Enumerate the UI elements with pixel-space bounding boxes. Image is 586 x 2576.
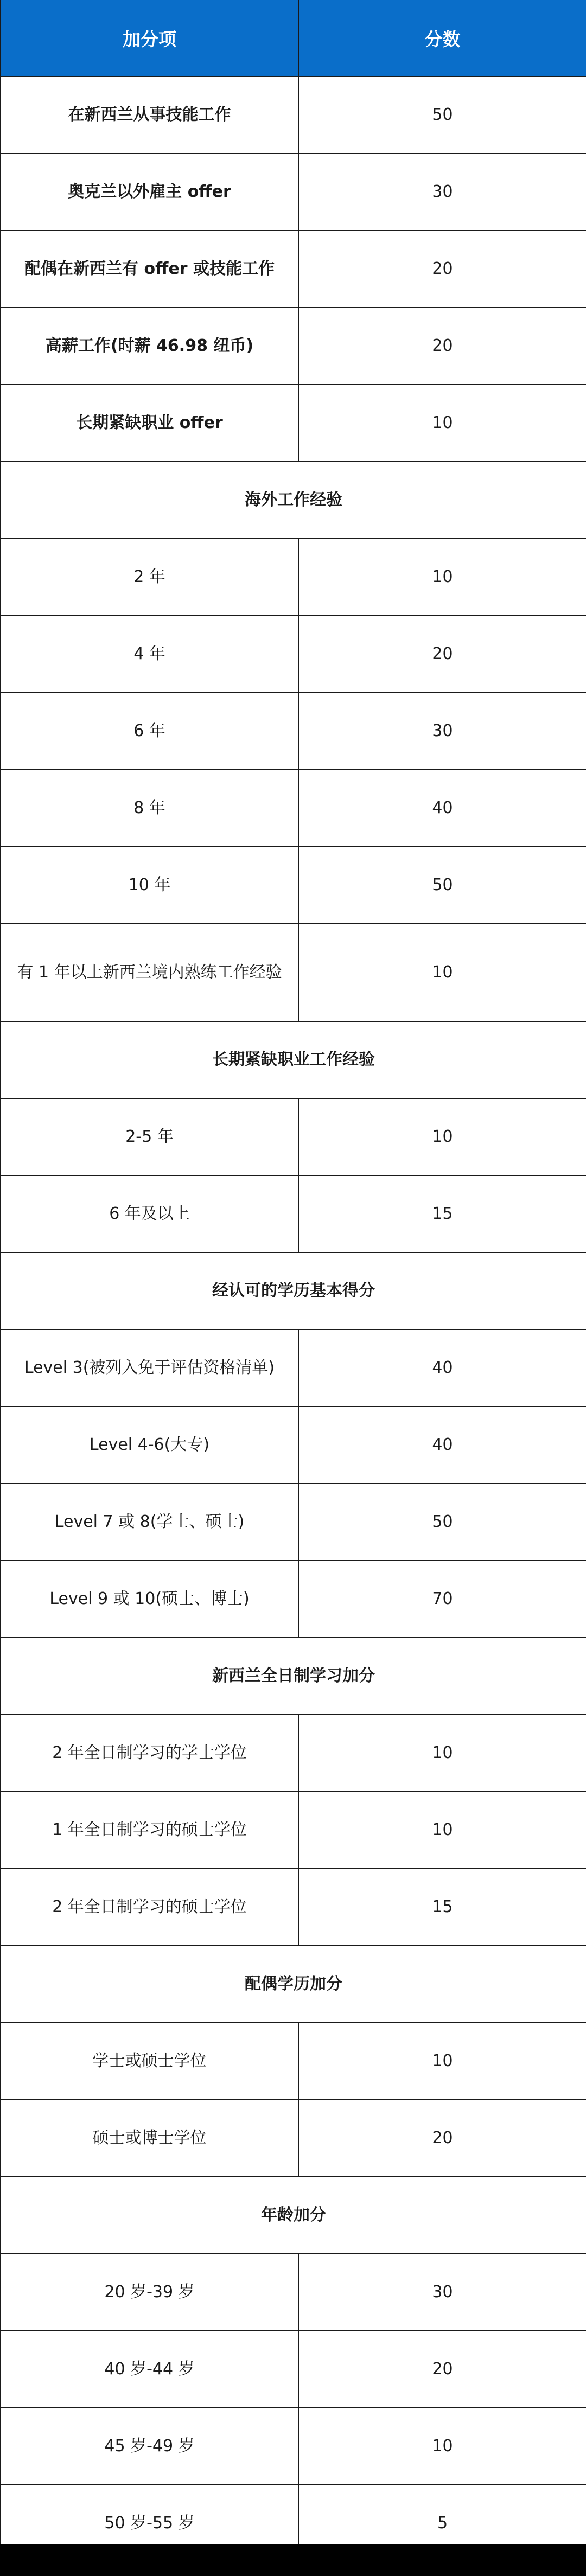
table-row [1, 308, 586, 385]
table-row [1, 2331, 586, 2408]
section-row [1, 2177, 586, 2254]
table-row [1, 1792, 586, 1869]
item-score: 15 [298, 1869, 586, 1946]
table-row [1, 1098, 586, 1175]
item-score: 20 [298, 2331, 586, 2408]
item-label: 10 年 [1, 847, 298, 924]
item-score: 10 [298, 385, 586, 462]
item-score: 10 [298, 924, 586, 1021]
item-score: 10 [298, 2408, 586, 2485]
table-body [1, 76, 586, 2562]
table-row [1, 385, 586, 462]
item-label: 45 岁-49 岁 [1, 2408, 298, 2485]
section-row [1, 1946, 586, 2023]
item-label: 2 年 [1, 539, 298, 616]
item-label: Level 3(被列入免于评估资格清单) [1, 1329, 298, 1407]
item-score: 40 [298, 1329, 586, 1407]
item-score: 10 [298, 539, 586, 616]
table-header-row [1, 0, 586, 76]
table-row [1, 2023, 586, 2100]
section-row [1, 1252, 586, 1329]
table-row [1, 231, 586, 308]
table-row [1, 924, 586, 1021]
item-score: 10 [298, 1098, 586, 1175]
item-label: 6 年 [1, 693, 298, 770]
item-label: 奥克兰以外雇主 offer [1, 154, 298, 231]
section-title: 年龄加分 [1, 2177, 586, 2254]
item-score: 20 [298, 231, 586, 308]
header-item: 加分项 [1, 0, 298, 76]
table-row [1, 539, 586, 616]
item-label: 8 年 [1, 770, 298, 847]
section-row [1, 462, 586, 539]
item-score: 10 [298, 1792, 586, 1869]
table-row [1, 1329, 586, 1407]
table-row [1, 1869, 586, 1946]
item-label: 硕士或博士学位 [1, 2100, 298, 2177]
item-score: 50 [298, 1484, 586, 1561]
table-row [1, 693, 586, 770]
table-row [1, 2254, 586, 2331]
item-score: 30 [298, 2254, 586, 2331]
table-row [1, 1407, 586, 1484]
item-score: 20 [298, 2100, 586, 2177]
item-score: 5 [298, 2485, 586, 2562]
item-label: 有 1 年以上新西兰境内熟练工作经验 [1, 924, 298, 1021]
item-score: 70 [298, 1561, 586, 1638]
item-score: 40 [298, 1407, 586, 1484]
item-label: 6 年及以上 [1, 1175, 298, 1252]
item-score: 10 [298, 2023, 586, 2100]
table-row [1, 616, 586, 693]
item-label: 配偶在新西兰有 offer 或技能工作 [1, 231, 298, 308]
item-score: 15 [298, 1175, 586, 1252]
section-title: 长期紧缺职业工作经验 [1, 1021, 586, 1098]
item-score: 50 [298, 76, 586, 154]
item-score: 30 [298, 154, 586, 231]
item-label: 2 年全日制学习的学士学位 [1, 1715, 298, 1792]
item-label: 40 岁-44 岁 [1, 2331, 298, 2408]
table-row [1, 154, 586, 231]
table-row [1, 76, 586, 154]
item-label: 4 年 [1, 616, 298, 693]
section-title: 海外工作经验 [1, 462, 586, 539]
item-label: Level 9 或 10(硕士、博士) [1, 1561, 298, 1638]
table-row [1, 1715, 586, 1792]
table-row [1, 1484, 586, 1561]
item-label: 高薪工作(时薪 46.98 纽币) [1, 308, 298, 385]
table-row [1, 1561, 586, 1638]
item-score: 30 [298, 693, 586, 770]
table-row [1, 2408, 586, 2485]
item-label: 20 岁-39 岁 [1, 2254, 298, 2331]
item-label: 学士或硕士学位 [1, 2023, 298, 2100]
section-title: 新西兰全日制学习加分 [1, 1638, 586, 1715]
bottom-bar [0, 2544, 586, 2576]
item-score: 10 [298, 1715, 586, 1792]
header-score: 分数 [298, 0, 586, 76]
item-label: 在新西兰从事技能工作 [1, 76, 298, 154]
item-score: 20 [298, 616, 586, 693]
item-label: Level 7 或 8(学士、硕士) [1, 1484, 298, 1561]
table-row [1, 1175, 586, 1252]
section-title: 经认可的学历基本得分 [1, 1252, 586, 1329]
section-row [1, 1021, 586, 1098]
section-row [1, 1638, 586, 1715]
item-score: 50 [298, 847, 586, 924]
item-score: 40 [298, 770, 586, 847]
item-label: 1 年全日制学习的硕士学位 [1, 1792, 298, 1869]
item-label: 2 年全日制学习的硕士学位 [1, 1869, 298, 1946]
item-label: 2-5 年 [1, 1098, 298, 1175]
section-title: 配偶学历加分 [1, 1946, 586, 2023]
item-label: 50 岁-55 岁 [1, 2485, 298, 2562]
table-row [1, 770, 586, 847]
table-row [1, 2100, 586, 2177]
item-label: Level 4-6(大专) [1, 1407, 298, 1484]
item-label: 长期紧缺职业 offer [1, 385, 298, 462]
table-row [1, 847, 586, 924]
item-score: 20 [298, 308, 586, 385]
